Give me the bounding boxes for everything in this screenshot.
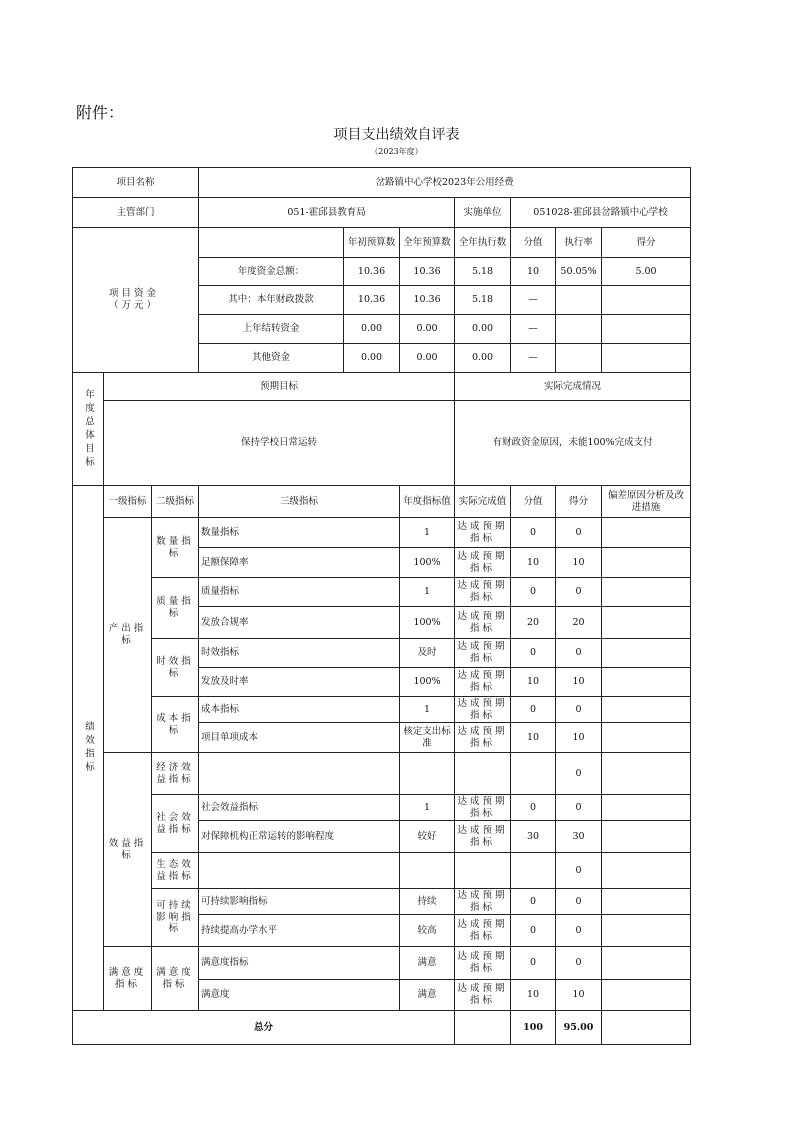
target-value: 1 <box>400 795 455 821</box>
year-label: （2023年度） <box>370 147 423 156</box>
performance-header: 年度指标值 <box>400 486 455 518</box>
score: 0 <box>556 578 602 607</box>
table-row <box>73 578 691 607</box>
level2-indicator: 生态效益指标 <box>152 853 199 889</box>
score: 30 <box>556 821 602 853</box>
score-value: 0 <box>511 697 556 723</box>
actual-value: 达成预期指标 <box>455 795 511 821</box>
level3-indicator: 项目单项成本 <box>199 723 400 753</box>
target-value: 及时 <box>400 639 455 668</box>
score: 0 <box>556 947 602 980</box>
actual-value: 达成预期指标 <box>455 578 511 607</box>
performance-header: 实际完成值 <box>455 486 511 518</box>
score-value: 10 <box>511 723 556 753</box>
funds-name: 上年结转资金 <box>199 315 344 344</box>
table-row <box>73 373 691 401</box>
funds-header: 分值 <box>511 228 556 258</box>
target-value: 较高 <box>400 915 455 947</box>
level2-indicator: 质量指标 <box>152 578 199 639</box>
funds-header-blank <box>199 228 344 258</box>
funds-initial: 0.00 <box>344 315 400 344</box>
performance-header: 偏差原因分析及改进措施 <box>602 486 691 518</box>
total-blank <box>455 1011 511 1045</box>
table-row <box>73 795 691 821</box>
project-name: 岔路镇中心学校2023年公用经费 <box>199 168 691 198</box>
level1-indicator: 效益指标 <box>104 753 152 947</box>
target-value <box>400 853 455 889</box>
funds-header: 全年预算数 <box>400 228 455 258</box>
score-value: 20 <box>511 607 556 639</box>
deviation-cell <box>602 795 691 821</box>
actual-value <box>455 853 511 889</box>
level2-indicator: 成本指标 <box>152 697 199 753</box>
level3-indicator: 可持续影响指标 <box>199 889 400 915</box>
funds-score-value: — <box>511 286 556 315</box>
level2-indicator: 满意度指标 <box>152 947 199 1011</box>
actual-value: 达成预期指标 <box>455 607 511 639</box>
performance-header: 二级指标 <box>152 486 199 518</box>
deviation-cell <box>602 821 691 853</box>
actual-value: 达成预期指标 <box>455 889 511 915</box>
score: 0 <box>556 753 602 795</box>
table-row <box>73 518 691 548</box>
table-row <box>73 753 691 795</box>
deviation-cell <box>602 889 691 915</box>
actual-goal: 有财政资金原因，未能100%完成支付 <box>455 401 691 486</box>
deviation-cell <box>602 947 691 980</box>
deviation-cell <box>602 639 691 668</box>
score-value <box>511 853 556 889</box>
actual-value: 达成预期指标 <box>455 723 511 753</box>
target-value: 100% <box>400 548 455 578</box>
actual-value: 达成预期指标 <box>455 639 511 668</box>
score-value <box>511 753 556 795</box>
actual-value: 达成预期指标 <box>455 668 511 697</box>
score-value: 0 <box>511 915 556 947</box>
actual-value: 达成预期指标 <box>455 947 511 980</box>
score-value: 10 <box>511 668 556 697</box>
performance-header: 分值 <box>511 486 556 518</box>
performance-header: 一级指标 <box>104 486 152 518</box>
funds-score <box>602 315 691 344</box>
dept-label: 主管部门 <box>73 198 199 228</box>
target-value: 满意 <box>400 947 455 980</box>
score: 10 <box>556 548 602 578</box>
expected-goal: 保持学校日常运转 <box>104 401 455 486</box>
score-value: 0 <box>511 947 556 980</box>
level3-indicator: 社会效益指标 <box>199 795 400 821</box>
level2-indicator: 可持续影响指标 <box>152 889 199 947</box>
funds-annual: 0.00 <box>400 315 455 344</box>
funds-initial: 10.36 <box>344 286 400 315</box>
table-row <box>73 889 691 915</box>
score: 10 <box>556 980 602 1011</box>
score-value: 0 <box>511 639 556 668</box>
funds-annual: 0.00 <box>400 344 455 373</box>
deviation-cell <box>602 853 691 889</box>
level3-indicator: 成本指标 <box>199 697 400 723</box>
total-score: 95.00 <box>556 1011 602 1045</box>
score: 10 <box>556 668 602 697</box>
level3-indicator <box>199 853 400 889</box>
score: 0 <box>556 853 602 889</box>
dept-value: 051-霍邱县教育局 <box>199 198 455 228</box>
score-value: 0 <box>511 578 556 607</box>
level2-indicator: 时效指标 <box>152 639 199 697</box>
performance-label: 绩效指标 <box>73 486 104 1011</box>
level1-indicator: 满意度指标 <box>104 947 152 1011</box>
level3-indicator: 对保障机构正常运转的影响程度 <box>199 821 400 853</box>
funds-score: 5.00 <box>602 258 691 286</box>
expected-goal-label: 预期目标 <box>104 373 455 401</box>
funds-score-value: — <box>511 344 556 373</box>
total-blank <box>602 1011 691 1045</box>
attachment-label: 附件： <box>76 103 125 122</box>
score-value: 10 <box>511 548 556 578</box>
level3-indicator: 满意度 <box>199 980 400 1011</box>
actual-value <box>455 753 511 795</box>
performance-header: 三级指标 <box>199 486 400 518</box>
score: 0 <box>556 518 602 548</box>
table-row <box>73 947 691 980</box>
target-value <box>400 753 455 795</box>
funds-header: 全年执行数 <box>455 228 511 258</box>
funds-label: 项目资金（万元） <box>73 228 199 373</box>
total-score-value: 100 <box>511 1011 556 1045</box>
unit-value: 051028-霍邱县岔路镇中心学校 <box>511 198 691 228</box>
level2-indicator: 经济效益指标 <box>152 753 199 795</box>
target-value: 1 <box>400 518 455 548</box>
score: 0 <box>556 697 602 723</box>
target-value: 持续 <box>400 889 455 915</box>
funds-name: 年度资金总额： <box>199 258 344 286</box>
target-value: 100% <box>400 607 455 639</box>
actual-value: 达成预期指标 <box>455 915 511 947</box>
deviation-cell <box>602 697 691 723</box>
deviation-cell <box>602 668 691 697</box>
funds-name: 其他资金 <box>199 344 344 373</box>
score-value: 10 <box>511 980 556 1011</box>
score-value: 0 <box>511 518 556 548</box>
funds-name: 其中：本年财政拨款 <box>199 286 344 315</box>
target-value: 1 <box>400 697 455 723</box>
goals-label: 年度总体目标 <box>73 373 104 486</box>
level3-indicator <box>199 753 400 795</box>
actual-value: 达成预期指标 <box>455 980 511 1011</box>
score-value: 0 <box>511 795 556 821</box>
level3-indicator: 满意度指标 <box>199 947 400 980</box>
target-value: 100% <box>400 668 455 697</box>
table-row <box>73 639 691 668</box>
level2-indicator: 社会效益指标 <box>152 795 199 853</box>
total-label: 总分 <box>73 1011 455 1045</box>
funds-executed: 5.18 <box>455 258 511 286</box>
level3-indicator: 数量指标 <box>199 518 400 548</box>
deviation-cell <box>602 607 691 639</box>
level3-indicator: 质量指标 <box>199 578 400 607</box>
deviation-cell <box>602 980 691 1011</box>
deviation-cell <box>602 578 691 607</box>
score: 0 <box>556 915 602 947</box>
deviation-cell <box>602 723 691 753</box>
funds-rate: 50.05% <box>556 258 602 286</box>
score-value: 0 <box>511 889 556 915</box>
funds-rate <box>556 286 602 315</box>
level3-indicator: 足额保障率 <box>199 548 400 578</box>
score: 10 <box>556 723 602 753</box>
table-row <box>73 1011 691 1045</box>
target-value: 满意 <box>400 980 455 1011</box>
score: 20 <box>556 607 602 639</box>
table-row <box>73 486 691 518</box>
funds-score-value: — <box>511 315 556 344</box>
actual-value: 达成预期指标 <box>455 518 511 548</box>
score-value: 30 <box>511 821 556 853</box>
score: 0 <box>556 639 602 668</box>
level1-indicator: 产出指标 <box>104 518 152 753</box>
funds-executed: 0.00 <box>455 315 511 344</box>
funds-header: 执行率 <box>556 228 602 258</box>
actual-value: 达成预期指标 <box>455 821 511 853</box>
funds-initial: 0.00 <box>344 344 400 373</box>
score: 0 <box>556 795 602 821</box>
funds-rate <box>556 315 602 344</box>
target-value: 1 <box>400 578 455 607</box>
evaluation-table <box>72 167 691 1045</box>
funds-score <box>602 286 691 315</box>
target-value: 较好 <box>400 821 455 853</box>
actual-goal-label: 实际完成情况 <box>455 373 691 401</box>
deviation-cell <box>602 548 691 578</box>
funds-executed: 5.18 <box>455 286 511 315</box>
level2-indicator: 数量指标 <box>152 518 199 578</box>
deviation-cell <box>602 753 691 795</box>
funds-annual: 10.36 <box>400 286 455 315</box>
funds-score-value: 10 <box>511 258 556 286</box>
deviation-cell <box>602 915 691 947</box>
funds-header: 年初预算数 <box>344 228 400 258</box>
funds-executed: 0.00 <box>455 344 511 373</box>
project-name-label: 项目名称 <box>73 168 199 198</box>
level3-indicator: 发放及时率 <box>199 668 400 697</box>
level3-indicator: 持续提高办学水平 <box>199 915 400 947</box>
table-row <box>73 697 691 723</box>
target-value: 核定支出标准 <box>400 723 455 753</box>
table-row <box>73 401 691 486</box>
deviation-cell <box>602 518 691 548</box>
performance-header: 得分 <box>556 486 602 518</box>
page-title: 项目支出绩效自评表 <box>333 127 460 143</box>
funds-score <box>602 344 691 373</box>
level3-indicator: 时效指标 <box>199 639 400 668</box>
actual-value: 达成预期指标 <box>455 697 511 723</box>
actual-value: 达成预期指标 <box>455 548 511 578</box>
table-row <box>73 853 691 889</box>
funds-rate <box>556 344 602 373</box>
score: 0 <box>556 889 602 915</box>
funds-header: 得分 <box>602 228 691 258</box>
level3-indicator: 发放合规率 <box>199 607 400 639</box>
unit-label: 实施单位 <box>455 198 511 228</box>
funds-initial: 10.36 <box>344 258 400 286</box>
funds-annual: 10.36 <box>400 258 455 286</box>
